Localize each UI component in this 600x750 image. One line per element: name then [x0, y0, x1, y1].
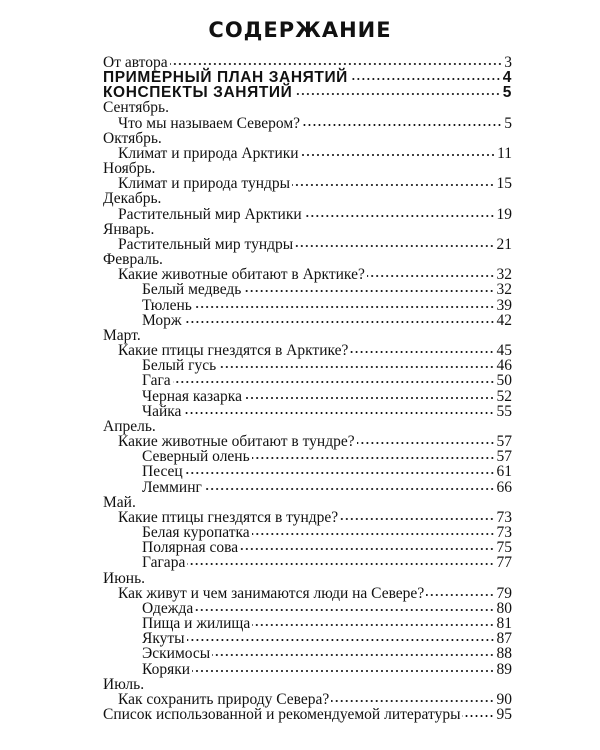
toc-page-number: 21	[496, 235, 512, 253]
toc-entry-label: Список использованной и рекомендуемой литературы	[103, 705, 461, 723]
toc-entry-label: Растительный мир Арктики	[118, 205, 302, 223]
toc-entry-label: Белый медведь	[142, 280, 242, 298]
toc-entry-label: Коряки	[142, 660, 191, 678]
toc-entry-label: Какие птицы гнездятся в Арктике?	[118, 341, 349, 359]
toc-entry-label: Январь.	[103, 220, 155, 238]
toc-entry-label: Какие птицы гнездятся в тундре?	[118, 508, 339, 526]
toc-entry-label: Песец	[142, 462, 183, 480]
toc-entry-label: Гагара	[142, 553, 186, 571]
toc-entry-label: Якуты	[142, 629, 185, 647]
toc-page-number: 66	[496, 478, 512, 496]
toc-entry-label: Лемминг	[142, 478, 202, 496]
toc-page-number: 57	[496, 432, 512, 450]
toc-entry-label: Как живут и чем занимаются люди на Севере?	[118, 584, 425, 602]
toc-page-number: 52	[496, 387, 512, 405]
toc-entry-label: Чайка	[142, 402, 182, 420]
toc-page-number: 57	[496, 447, 512, 465]
toc-entry-label: Тюлень	[142, 296, 192, 314]
toc-page-number: 73	[496, 508, 512, 526]
toc-entry-label: Февраль.	[103, 250, 163, 268]
toc-page-number: 79	[496, 584, 512, 602]
toc-entry-label: Апрель.	[103, 417, 156, 435]
toc-page-number: 15	[496, 174, 512, 192]
toc-entry-label: Июнь.	[103, 569, 146, 587]
toc-entry-label: Что мы называем Севером?	[118, 114, 301, 132]
toc-page-number: 45	[496, 341, 512, 359]
toc-entry-label: Пища и жилища	[142, 614, 251, 632]
toc-page-number: 3	[504, 53, 512, 71]
toc-entry-label: Одежда	[142, 599, 194, 617]
toc-entry-label: Какие животные обитают в Арктике?	[118, 265, 365, 283]
toc-entry-label: Климат и природа Арктики	[118, 144, 299, 162]
toc-page-number: 77	[496, 553, 512, 571]
toc-page-number: 19	[496, 205, 512, 223]
toc-entry-label: Черная казарка	[142, 387, 242, 405]
toc-page-number: 80	[496, 599, 512, 617]
toc-page-number: 87	[496, 629, 512, 647]
toc-page-number: 73	[496, 523, 512, 541]
toc-entry-label: Ноябрь.	[103, 159, 156, 177]
toc-page-number: 32	[496, 280, 512, 298]
toc-entry-label: Как сохранить природу Севера?	[118, 690, 330, 708]
toc-entry-label: Декабрь.	[103, 189, 162, 207]
toc-page-number: 89	[496, 660, 512, 678]
toc-page-number: 46	[496, 356, 512, 374]
toc-entry-label: Растительный мир тундры	[118, 235, 294, 253]
toc-entry-label: От автора	[103, 53, 168, 71]
toc-entry-label: Эскимосы	[142, 644, 211, 662]
toc-page-number: 50	[496, 371, 512, 389]
toc-page-number: 5	[504, 114, 512, 132]
toc-page-number: 81	[496, 614, 512, 632]
toc-entry	[103, 702, 512, 722]
toc-entry-label: Морж	[142, 311, 182, 329]
toc-page-number: 55	[496, 402, 512, 420]
toc-page-number: 61	[496, 462, 512, 480]
toc-page-number: 5	[502, 83, 512, 101]
toc-page-number: 95	[496, 705, 512, 723]
page-title: СОДЕРЖАНИЕ	[208, 18, 392, 42]
toc-entry-label: Гага	[142, 371, 171, 389]
toc-entry-label: Июль.	[103, 675, 145, 693]
toc-entry-label: КОНСПЕКТЫ ЗАНЯТИЙ	[103, 83, 293, 101]
toc-entry-label: ПРИМЕРНЫЙ ПЛАН ЗАНЯТИЙ	[103, 68, 348, 86]
toc-entry-label: Март.	[103, 326, 141, 344]
toc-page-number: 42	[496, 311, 512, 329]
toc-page-number: 75	[496, 538, 512, 556]
toc-page-number: 88	[496, 644, 512, 662]
toc-page-number: 32	[496, 265, 512, 283]
toc-page-number: 4	[502, 68, 512, 86]
dot-leader	[462, 713, 494, 719]
toc-entry-label: Белый гусь	[142, 356, 217, 374]
toc-entry-label: Октябрь.	[103, 129, 162, 147]
toc-page-number: 39	[496, 296, 512, 314]
toc-entry-label: Май.	[103, 493, 136, 511]
toc-entry-label: Климат и природа тундры	[118, 174, 291, 192]
toc-page-number: 90	[496, 690, 512, 708]
toc-entry-label: Какие животные обитают в тундре?	[118, 432, 355, 450]
toc-page-number: 11	[497, 144, 512, 162]
toc-entry-label: Полярная сова	[142, 538, 239, 556]
toc-entry-label: Белая куропатка	[142, 523, 250, 541]
toc-entry-label: Сентябрь.	[103, 98, 169, 116]
toc-entry-label: Северный олень	[142, 447, 250, 465]
